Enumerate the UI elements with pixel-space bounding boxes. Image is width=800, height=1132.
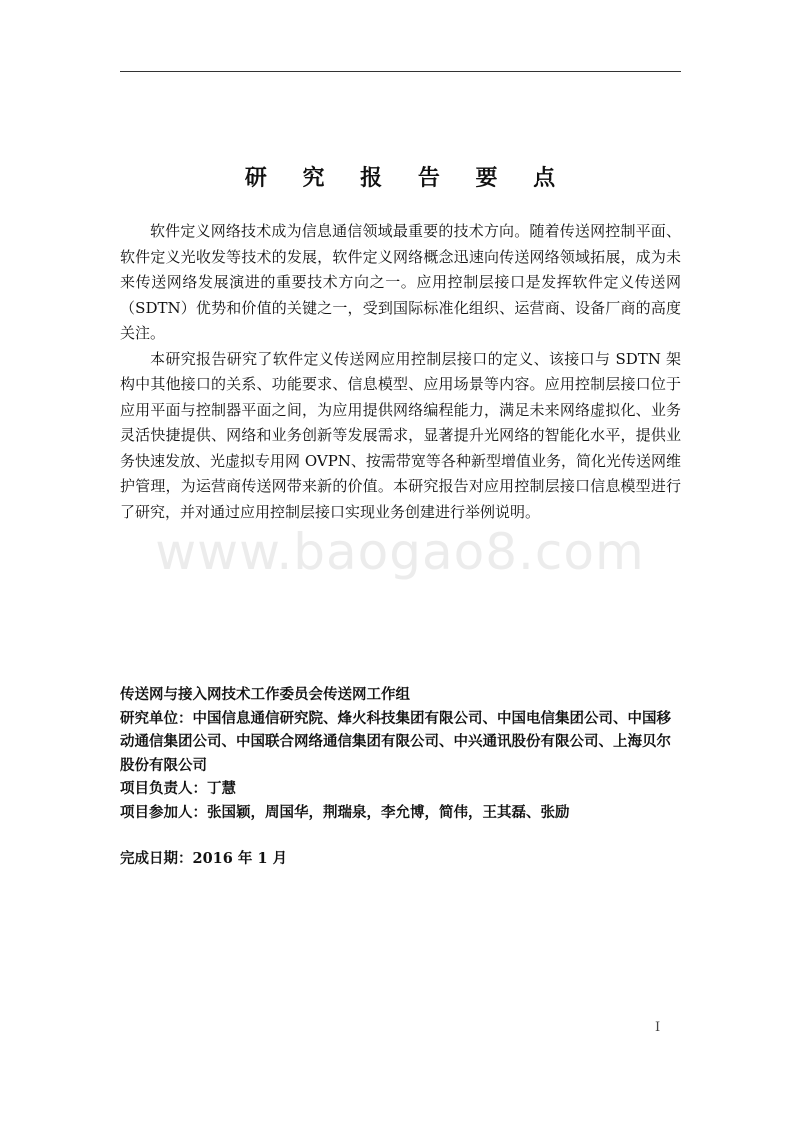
watermark-text: www.baogao8.com (155, 523, 645, 581)
project-participants: 项目参加人：张国颖，周国华，荆瑞泉，李允博，简伟，王其磊、张励 (120, 803, 570, 821)
page-number: I (655, 1020, 661, 1035)
abstract-paragraph-1: 软件定义网络技术成为信息通信领域最重要的技术方向。随着传送网控制平面、软件定义光收发等技术的发展，软件定义网络概念迅速向传送网络领域拓展，成为未来传送网络发展演进的重要技术方向之一。应用控制层接口是发挥软件定义传送网（SDTN）优势和价值的关键之一，受到国际标准化组织、运营商、设备厂商的高度关注。 (120, 222, 681, 342)
working-group: 传送网与接入网技术工作委员会传送网工作组 (120, 686, 410, 703)
research-units: 研究单位：中国信息通信研究院、烽火科技集团有限公司、中国电信集团公司、中国移动通信集团公司、中国联合网络通信集团有限公司、中兴通讯股份有限公司、上海贝尔股份有限公司 (120, 709, 671, 774)
project-leader: 项目负责人：丁慧 (120, 780, 236, 797)
project-info (120, 683, 681, 871)
header-rule (120, 71, 681, 72)
spacer (120, 824, 681, 847)
abstract-paragraph-2: 本研究报告研究了软件定义传送网应用控制层接口的定义、该接口与 SDTN 架构中其他接口的关系、功能要求、信息模型、应用场景等内容。应用控制层接口位于应用平面与控制器平面之间，为应用提供网络编程能力，满足未来网络虚拟化、业务灵活快捷提供、网络和业务创新等发展需求，显著提升光网络的智能化水平，提供业务快速发放、光虚拟专用网 OVPN、按需带宽等各种新型增值业务，简化光传送网维护管理，为运营商传送网带来新的价值。本研究报告对应用控制层接口信息模型进行了研究，并对通过应用控制层接口实现业务创建进行举例说明。 (120, 349, 681, 521)
abstract-section (120, 219, 681, 525)
document-title: 研 究 报 告 要 点 (244, 165, 570, 191)
completion-date: 完成日期：2016 年 1 月 (120, 850, 288, 867)
